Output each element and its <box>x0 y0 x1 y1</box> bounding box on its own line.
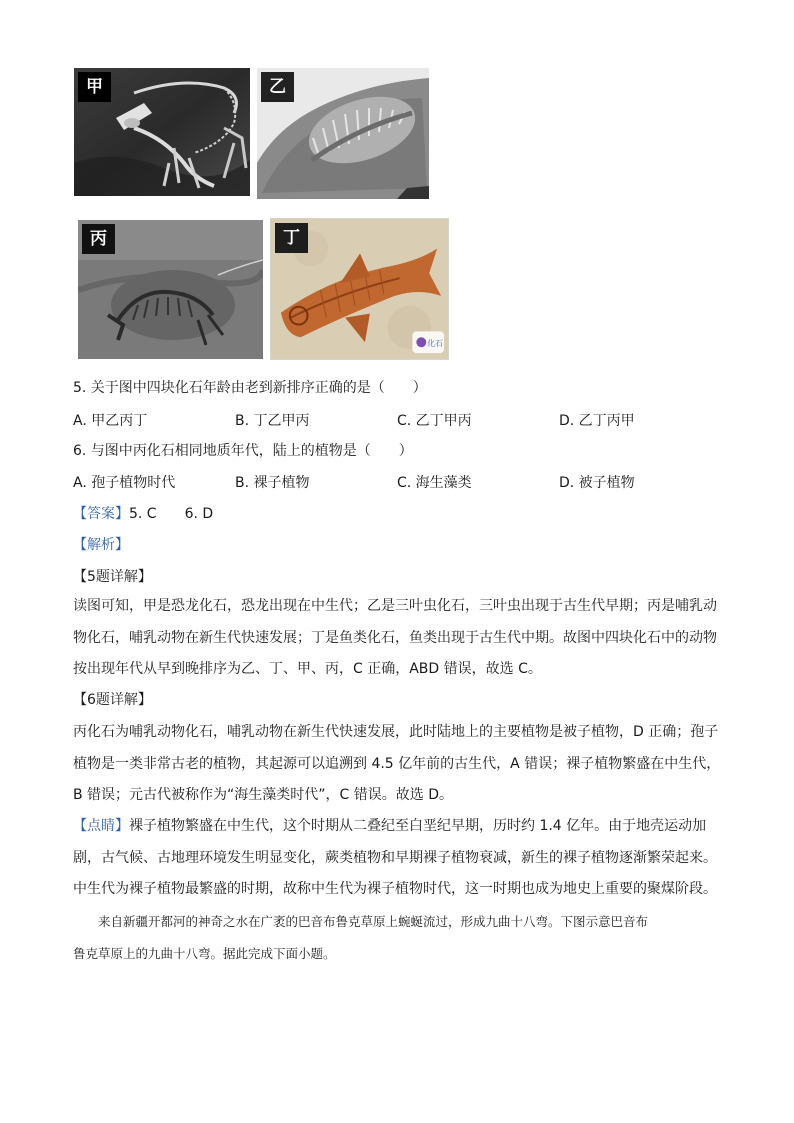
photo-label: 乙 <box>261 72 294 102</box>
detail-6-line: 植物是一类非常古老的植物，其起源可以追溯到 4.5 亿年前的古生代，A 错误；裸子植物繁盛在中生代， <box>73 755 721 772</box>
detail-5-line: 物化石，哺乳动物在新生代快速发展；丁是鱼类化石，鱼类出现于古生代中期。故图中四块化石中的动物 <box>73 629 717 646</box>
q5-option-b: B. 丁乙甲丙 <box>235 413 310 429</box>
photo-label: 丙 <box>82 224 115 254</box>
detail-6-heading: 【6题详解】 <box>73 692 152 708</box>
detail-5-line: 读图可知，甲是恐龙化石，恐龙出现在中生代；乙是三叶虫化石，三叶虫出现于古生代早期；丙是哺乳动 <box>73 598 717 614</box>
detail-5-line: 按出现年代从早到晚排序为乙、丁、甲、丙，C 正确，ABD 错误，故选 C。 <box>73 661 542 677</box>
answer-text: 5. C 6. D <box>129 506 214 522</box>
detail-6-body <box>73 717 723 812</box>
question-6-stem: 6. 与图中丙化石相同地质年代，陆上的植物是（ ） <box>73 443 413 459</box>
q6-option-d: D. 被子植物 <box>559 475 635 491</box>
tips-line: 中生代为裸子植物最繁盛的时期，故称中生代为裸子植物时代，这一时期也成为地史上重要的聚煤阶段。 <box>73 881 717 897</box>
detail-6-line: 丙化石为哺乳动物化石，哺乳动物在新生代快速发展，此时陆地上的主要植物是被子植物，D 正确；孢子 <box>73 724 719 740</box>
question-5-stem: 5. 关于图中四块化石年龄由老到新排序正确的是（ ） <box>73 380 427 396</box>
fossil-photo-yi <box>257 68 429 199</box>
q5-option-a: A. 甲乙丙丁 <box>73 413 148 429</box>
photo-label: 甲 <box>78 72 111 102</box>
watermark-text: 化石 <box>427 339 444 349</box>
intro-line: 来自新疆开都河的神奇之水在广袤的巴音布鲁克草原上蜿蜒流过，形成九曲十八弯。下图示意巴音布 <box>98 914 649 929</box>
photo-label: 丁 <box>275 223 308 253</box>
q6-option-c: C. 海生藻类 <box>397 475 472 491</box>
tips-body <box>73 811 723 906</box>
intro-line: 鲁克草原上的九曲十八弯。据此完成下面小题。 <box>73 946 336 961</box>
detail-6-line: B 错误；元古代被称作为“海生藻类时代”，C 错误。故选 D。 <box>73 787 454 803</box>
q5-option-c: C. 乙丁甲丙 <box>397 413 472 429</box>
tips-line: 剧，古气候、古地理环境发生明显变化，蕨类植物和早期裸子植物衰减，新生的裸子植物逐渐繁荣起来。 <box>73 849 717 866</box>
answer-tag: 【答案】 <box>73 506 129 522</box>
analysis-tag: 【解析】 <box>73 537 129 553</box>
fossil-photo-bing <box>78 220 263 359</box>
tips-tag: 【点睛】 <box>73 818 129 834</box>
detail-5-body <box>73 591 723 686</box>
detail-5-heading: 【5题详解】 <box>73 569 152 585</box>
fossil-photo-ding <box>270 218 449 360</box>
next-question-intro <box>73 906 723 970</box>
q6-option-b: B. 裸子植物 <box>235 475 310 491</box>
answer-line <box>73 504 213 524</box>
q5-option-d: D. 乙丁丙甲 <box>559 413 635 429</box>
fossil-photo-jia <box>74 68 250 196</box>
q6-option-a: A. 孢子植物时代 <box>73 475 176 491</box>
tips-line: 裸子植物繁盛在中生代，这个时期从二叠纪至白垩纪早期，历时约 1.4 亿年。由于地壳运动加 <box>129 818 707 834</box>
